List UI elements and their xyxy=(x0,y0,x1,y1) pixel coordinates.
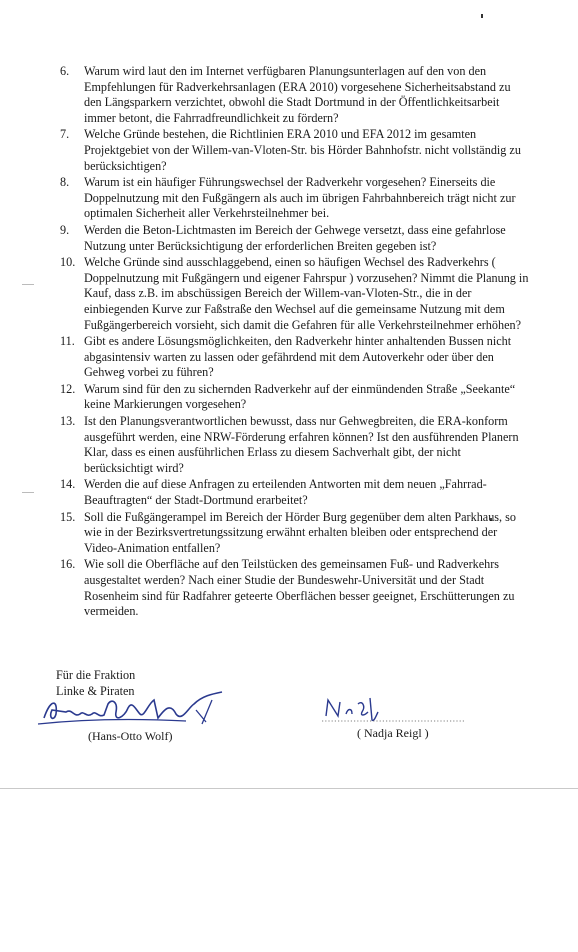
list-item xyxy=(60,64,530,126)
item-text: Werden die auf diese Anfragen zu erteilenden Antworten mit dem neuen „Fahrrad-Beauftragten“ der Stadt-Dortmund erarbeitet? xyxy=(84,477,487,508)
list-item xyxy=(60,382,530,413)
item-number: 12. xyxy=(60,381,76,396)
item-number: 7. xyxy=(60,127,70,142)
item-text: Welche Gründe bestehen, die Richtlinien ERA 2010 und EFA 2012 im gesamten Projektgebiet von der Willem-van-Vloten-Str. bis Hörder Bahnhofstr. nicht vollständig zu berücksichtigen? xyxy=(84,127,521,173)
list-item xyxy=(60,127,530,174)
item-text: Gibt es andere Lösungsmöglichkeiten, den Radverkehr hinter anhaltenden Bussen nicht abgasintensiv warten zu lassen oder gefährdend mit dem Autoverkehr oder über den Gehweg vorbei zu führen? xyxy=(84,334,512,380)
item-text: Wie soll die Oberfläche auf den Teilstücken des gemeinsamen Fuß- und Radverkehrs ausgestaltet werden? Nach einer Studie der Bundeswehr-Universität und der Stadt Rosenheim sind für Radfahrer geteerte Oberflächen besser geeignet, Erschütterungen zu vermeiden. xyxy=(84,557,515,619)
item-text: Warum wird laut den im Internet verfügbaren Planungsunterlagen auf den von den Empfehlungen für Radverkehrsanlagen (ERA 2010) vorgesehene Sicherheitsabstand zu den Längsparkern verzichtet, obwohl die Stadt Dortmund in der Öffentlichkeitsarbeit immer betont, die Fahrradfreundlichkeit zu fördern? xyxy=(84,64,511,125)
item-number: 13. xyxy=(60,414,76,429)
signer-name-left: (Hans-Otto Wolf) xyxy=(88,729,173,743)
item-number: 11. xyxy=(60,334,75,349)
item-text: Warum sind für den zu sichernden Radverkehr auf der einmündenden Straße „Seekante“ keine Markierungen vorgesehen? xyxy=(84,381,516,412)
question-list xyxy=(60,64,530,621)
item-number: 16. xyxy=(60,557,76,572)
item-number: 8. xyxy=(60,175,70,190)
closing-line: Für die Fraktion xyxy=(56,668,136,682)
item-text: Soll die Fußgängerampel im Bereich der Hörder Burg gegenüber dem alten Parkhaus, so wie in der Bezirksvertretungssitzung erwähnt erhalten bleiben oder entsprechend der Video-Animation entfallen? xyxy=(84,509,516,555)
list-item xyxy=(60,223,530,254)
scan-mark xyxy=(22,284,34,285)
scan-mark xyxy=(22,492,34,493)
signer-name-right: ( Nadja Reigl ) xyxy=(357,726,429,740)
list-item xyxy=(60,557,530,619)
list-item xyxy=(60,477,530,508)
item-number: 10. xyxy=(60,255,76,270)
list-item xyxy=(60,175,530,222)
closing-line: Linke & Piraten xyxy=(56,683,135,698)
item-text: Welche Gründe sind ausschlaggebend, einen so häufigen Wechsel des Radverkehrs ( Doppelnutzung mit Fußgängern und eigener Fahrspur ) vorzusehen? Nimmt die Planung in Kauf, dass z.B. im abschüssigen Bereich der Willem-van-Vloten-Str., die in der einbiegenden Kurve zur Faßstraße den Wechsel auf die gemeinsame Nutzung mit dem Fußgängerbereich vorsieht, sich damit die Gefahren für alle Verkehrsteilnehmer erhöhen? xyxy=(84,255,529,332)
signature-left xyxy=(36,688,231,732)
list-item xyxy=(60,255,530,333)
scan-edge-line xyxy=(0,788,578,789)
item-text: Warum ist ein häufiger Führungswechsel der Radverkehr vorgesehen? Einerseits die Doppelnutzung mit den Fußgängern als auch im übrigen Fahrbahnbereich trägt nicht zur optimalen Sicherheit aller Verkehrsteilnehmer bei. xyxy=(84,175,516,221)
item-text: Ist den Planungsverantwortlichen bewusst, dass nur Gehwegbreiten, die ERA-konform ausgeführt werden, eine NRW-Förderung erfahren können? Ist den ausführenden Planern Klar, dass es einen ausführlichen Erlass zu diesem Sachverhalt gibt, der nicht berücksichtigt wird? xyxy=(84,414,519,475)
list-item xyxy=(60,334,530,381)
list-item xyxy=(60,414,530,476)
signature-right xyxy=(318,694,466,724)
item-number: 14. xyxy=(60,477,76,492)
item-text: Werden die Beton-Lichtmasten im Bereich der Gehwege versetzt, dass eine gefahrlose Nutzung unter Berücksichtigung der erforderlichen Breiten gegeben ist? xyxy=(84,222,506,253)
scan-speck xyxy=(481,14,483,18)
item-number: 15. xyxy=(60,509,76,524)
list-item xyxy=(60,510,530,557)
item-number: 9. xyxy=(60,222,70,237)
item-number: 6. xyxy=(60,64,70,78)
